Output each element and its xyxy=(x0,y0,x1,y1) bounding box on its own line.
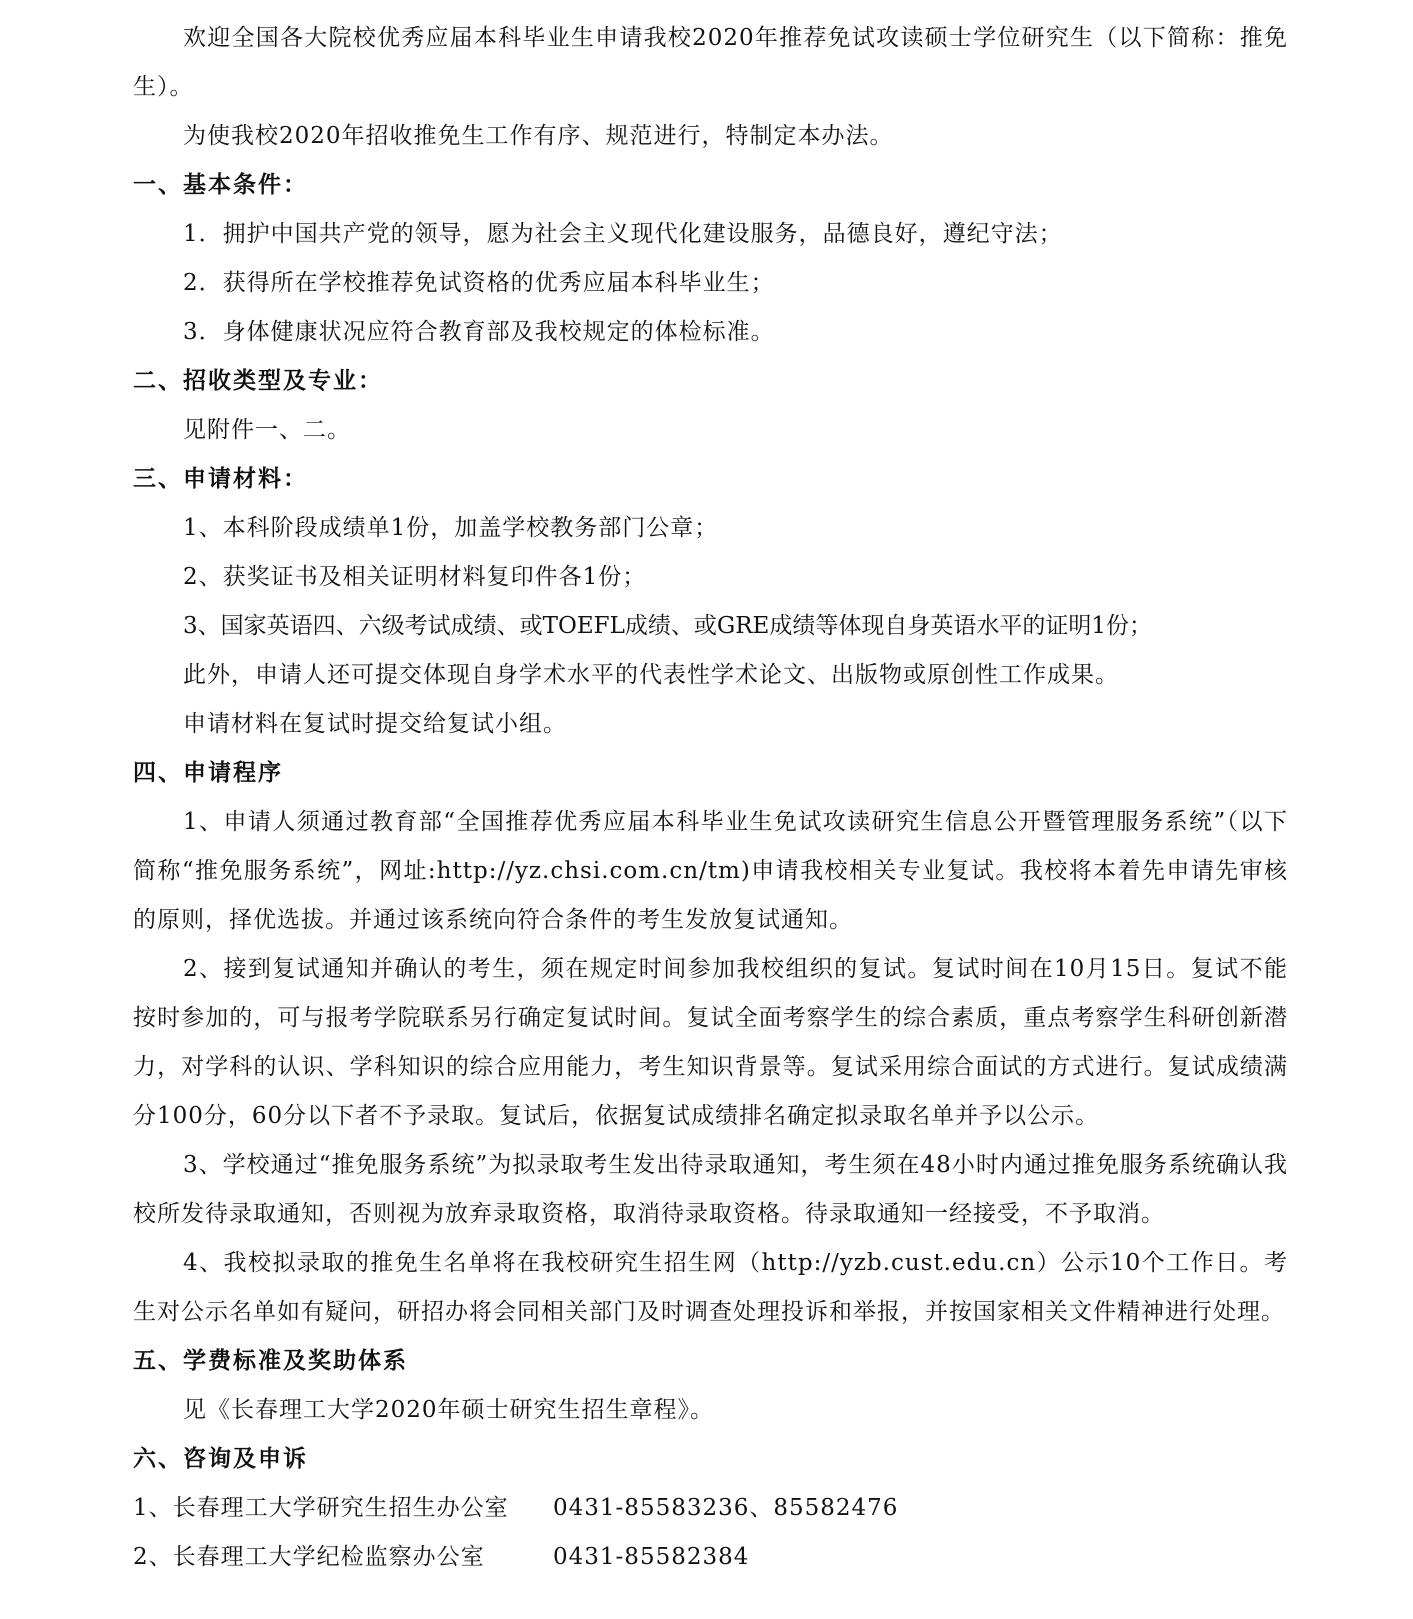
section-heading-admission-types: 二、招收类型及专业： xyxy=(133,368,383,394)
section-heading-application-procedure: 四、申请程序 xyxy=(133,760,283,786)
tuition-body: 见《长春理工大学2020年硕士研究生招生章程》。 xyxy=(183,1397,715,1423)
material-item-3: 3、国家英语四、六级考试成绩、或TOEFL成绩、或GRE成绩等体现自身英语水平的证明1份； xyxy=(183,613,1152,639)
basic-condition-item-2: 2．获得所在学校推荐免试资格的优秀应届本科毕业生； xyxy=(183,270,775,296)
basic-condition-item-1: 1．拥护中国共产党的领导，愿为社会主义现代化建设服务，品德良好，遵纪守法； xyxy=(183,221,1063,247)
document-body xyxy=(133,14,1288,1582)
procedure-item-2: 2、接到复试通知并确认的考生，须在规定时间参加我校组织的复试。复试时间在10月15日。复试不能按时参加的，可与报考学院联系另行确定复试时间。复试全面考察学生的综合素质，重点考察学生科研创新潜力，对学科的认识、学科知识的综合应用能力，考生知识背景等。复试采用综合面试的方式进行。复试成绩满分100分，60分以下者不予录取。复试后，依据复试成绩排名确定拟录取名单并予以公示。 xyxy=(133,956,1288,1129)
material-note-submission: 申请材料在复试时提交给复试小组。 xyxy=(183,711,567,737)
contact-phone: 0431-85582384 xyxy=(553,1544,750,1570)
section-heading-basic-conditions: 一、基本条件： xyxy=(133,172,308,198)
contact-row-discipline-office xyxy=(133,1533,1288,1582)
procedure-item-1: 1、申请人须通过教育部“全国推荐优秀应届本科毕业生免试攻读研究生信息公开暨管理服务系统”（以下简称“推免服务系统”，网址:http://yz.chsi.com.cn/tm)申请我校相关专业复试。我校将本着先申请先审核的原则，择优选拔。并通过该系统向符合条件的考生发放复试通知。 xyxy=(133,809,1288,933)
intro-paragraph-purpose: 为使我校2020年招收推免生工作有序、规范进行，特制定本办法。 xyxy=(183,123,894,149)
contact-phone: 0431-85583236、85582476 xyxy=(553,1495,899,1521)
admission-types-body: 见附件一、二。 xyxy=(183,417,351,443)
procedure-item-3: 3、学校通过“推免服务系统”为拟录取考生发出待录取通知，考生须在48小时内通过推免服务系统确认我校所发待录取通知，否则视为放弃录取资格，取消待录取资格。待录取通知一经接受，不予取消。 xyxy=(133,1152,1288,1227)
section-heading-application-materials: 三、申请材料： xyxy=(133,466,308,492)
intro-paragraph-welcome: 欢迎全国各大院校优秀应届本科毕业生申请我校2020年推荐免试攻读硕士学位研究生（以下简称：推免生）。 xyxy=(133,25,1288,100)
contact-row-admissions-office xyxy=(133,1484,1288,1533)
material-item-1: 1、本科阶段成绩单1份，加盖学校教务部门公章； xyxy=(183,515,719,541)
basic-condition-item-3: 3．身体健康状况应符合教育部及我校规定的体检标准。 xyxy=(183,319,775,345)
contact-office-name: 2、长春理工大学纪检监察办公室 xyxy=(133,1544,485,1570)
contact-office-name: 1、长春理工大学研究生招生办公室 xyxy=(133,1495,509,1521)
procedure-item-4: 4、我校拟录取的推免生名单将在我校研究生招生网（http://yzb.cust.edu.cn）公示10个工作日。考生对公示名单如有疑问，研招办将会同相关部门及时调查处理投诉和举报，并按国家相关文件精神进行处理。 xyxy=(133,1250,1288,1325)
material-item-2: 2、获奖证书及相关证明材料复印件各1份； xyxy=(183,564,647,590)
section-heading-tuition: 五、学费标准及奖助体系 xyxy=(133,1348,408,1374)
material-note-extra: 此外，申请人还可提交体现自身学术水平的代表性学术论文、出版物或原创性工作成果。 xyxy=(183,662,1119,688)
section-heading-consultation: 六、咨询及申诉 xyxy=(133,1446,308,1472)
